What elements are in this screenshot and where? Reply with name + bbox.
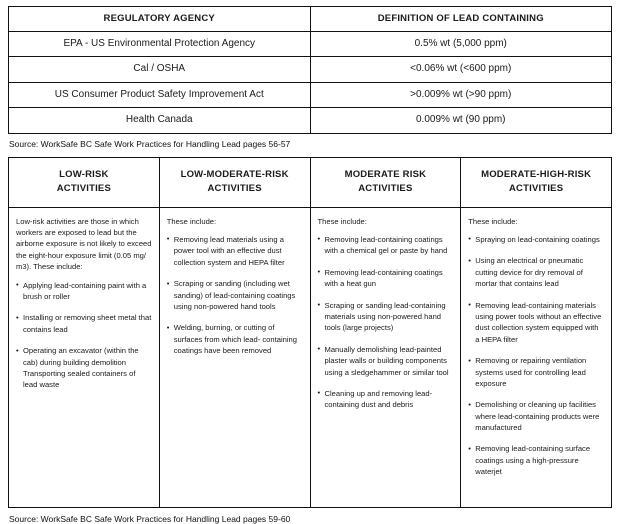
agency-definition: 0.5% wt (5,000 ppm) (310, 31, 612, 57)
table-row (9, 108, 612, 134)
agency-name: EPA - US Environmental Protection Agency (9, 31, 311, 57)
table-row (9, 57, 612, 83)
list-item: • Removing lead materials using a power tool with an effective dust collection system and HEPA filter (167, 234, 303, 268)
list-item: • Welding, burning, or cutting of surfaces from which lead- containing coatings have been removed (167, 322, 303, 356)
list-item: • Cleaning up and removing lead-containing dust and debris (318, 388, 454, 411)
list-item: • Spraying on lead-containing coatings (468, 234, 604, 245)
activity-list (468, 234, 604, 478)
list-item: • Applying lead-containing paint with a brush or roller (16, 280, 152, 303)
header-line-1: LOW-MODERATE-RISK (180, 169, 289, 181)
table-row (9, 31, 612, 57)
list-item: • Scraping or sanding (including wet sanding) of lead-containing coatings using non-powered hand tools (167, 278, 303, 312)
regulatory-agency-table (8, 6, 612, 134)
activity-list (16, 280, 152, 391)
column-header-moderate-risk (310, 158, 461, 208)
column-header-low-moderate-risk (159, 158, 310, 208)
header-line-1: LOW-RISK (59, 169, 109, 181)
column-header-agency: REGULATORY AGENCY (9, 7, 311, 32)
risk-activities-table (8, 157, 612, 508)
source-note-1: Source: WorkSafe BC Safe Work Practices for Handling Lead pages 56-57 (9, 138, 291, 149)
table-row (9, 207, 612, 507)
header-line-1: MODERATE RISK (344, 169, 427, 181)
activity-list (167, 234, 303, 357)
agency-definition: <0.06% wt (<600 ppm) (310, 57, 612, 83)
cell-moderate-risk (310, 207, 461, 507)
cell-moderate-high-risk (461, 207, 612, 507)
column-header-moderate-high-risk (461, 158, 612, 208)
agency-name: Cal / OSHA (9, 57, 311, 83)
list-item: • Installing or removing sheet metal that contains lead (16, 312, 152, 335)
agency-definition: 0.009% wt (90 ppm) (310, 108, 612, 134)
header-line-2: ACTIVITIES (207, 182, 262, 194)
list-item: • Removing lead-containing surface coatings using a high-pressure waterjet (468, 443, 604, 477)
header-line-2: ACTIVITIES (358, 182, 413, 194)
list-item: • Removing lead-containing materials using power tools without an effective dust collection system equipped with a HEPA filter (468, 300, 604, 346)
list-item: • Using an electrical or pneumatic cutting device for dry removal of mortar that contains lead (468, 255, 604, 289)
cell-low-moderate-risk (159, 207, 310, 507)
list-item: • Manually demolishing lead-painted plaster walls or building components using a sledgehammer or similar tool (318, 344, 454, 378)
cell-intro: These include: (317, 216, 367, 226)
column-header-definition: DEFINITION OF LEAD CONTAINING (310, 7, 612, 32)
agency-name: Health Canada (9, 108, 311, 134)
list-item: • Operating an excavator (within the cab) during building demolition Transporting sealed containers of lead waste (16, 345, 152, 391)
cell-intro: Low-risk activities are those in which workers are exposed to lead but the airborne exposure is not likely to exceed the eight-hour exposure limit (0.05 mg/ m3). These include: (16, 216, 152, 272)
list-item: • Removing or repairing ventilation systems used for controlling lead exposure (468, 355, 604, 389)
list-item: • Scraping or sanding lead-containing materials using non-powered hand tools (large projects) (318, 300, 454, 334)
table-row (9, 82, 612, 108)
header-line-1: MODERATE-HIGH-RISK (481, 169, 592, 181)
list-item: • Removing lead-containing coatings with a heat gun (318, 267, 454, 290)
list-item: • Removing lead-containing coatings with a chemical gel or paste by hand (318, 234, 454, 257)
agency-name: US Consumer Product Safety Improvement Act (9, 82, 311, 108)
cell-intro: These include: (166, 216, 217, 226)
header-line-2: ACTIVITIES (56, 182, 111, 194)
activity-list (318, 234, 454, 411)
cell-low-risk (9, 207, 160, 507)
list-item: • Demolishing or cleaning up facilities where lead-containing products were manufactured (468, 399, 604, 433)
column-header-low-risk (9, 158, 160, 208)
table-header-row (9, 158, 612, 208)
header-line-2: ACTIVITIES (508, 182, 564, 194)
agency-definition: >0.009% wt (>90 ppm) (310, 82, 612, 108)
source-note-2: Source: WorkSafe BC Safe Work Practices for Handling Lead pages 59-60 (9, 513, 291, 524)
table-header-row (9, 7, 612, 32)
cell-intro: These include: (468, 216, 518, 226)
